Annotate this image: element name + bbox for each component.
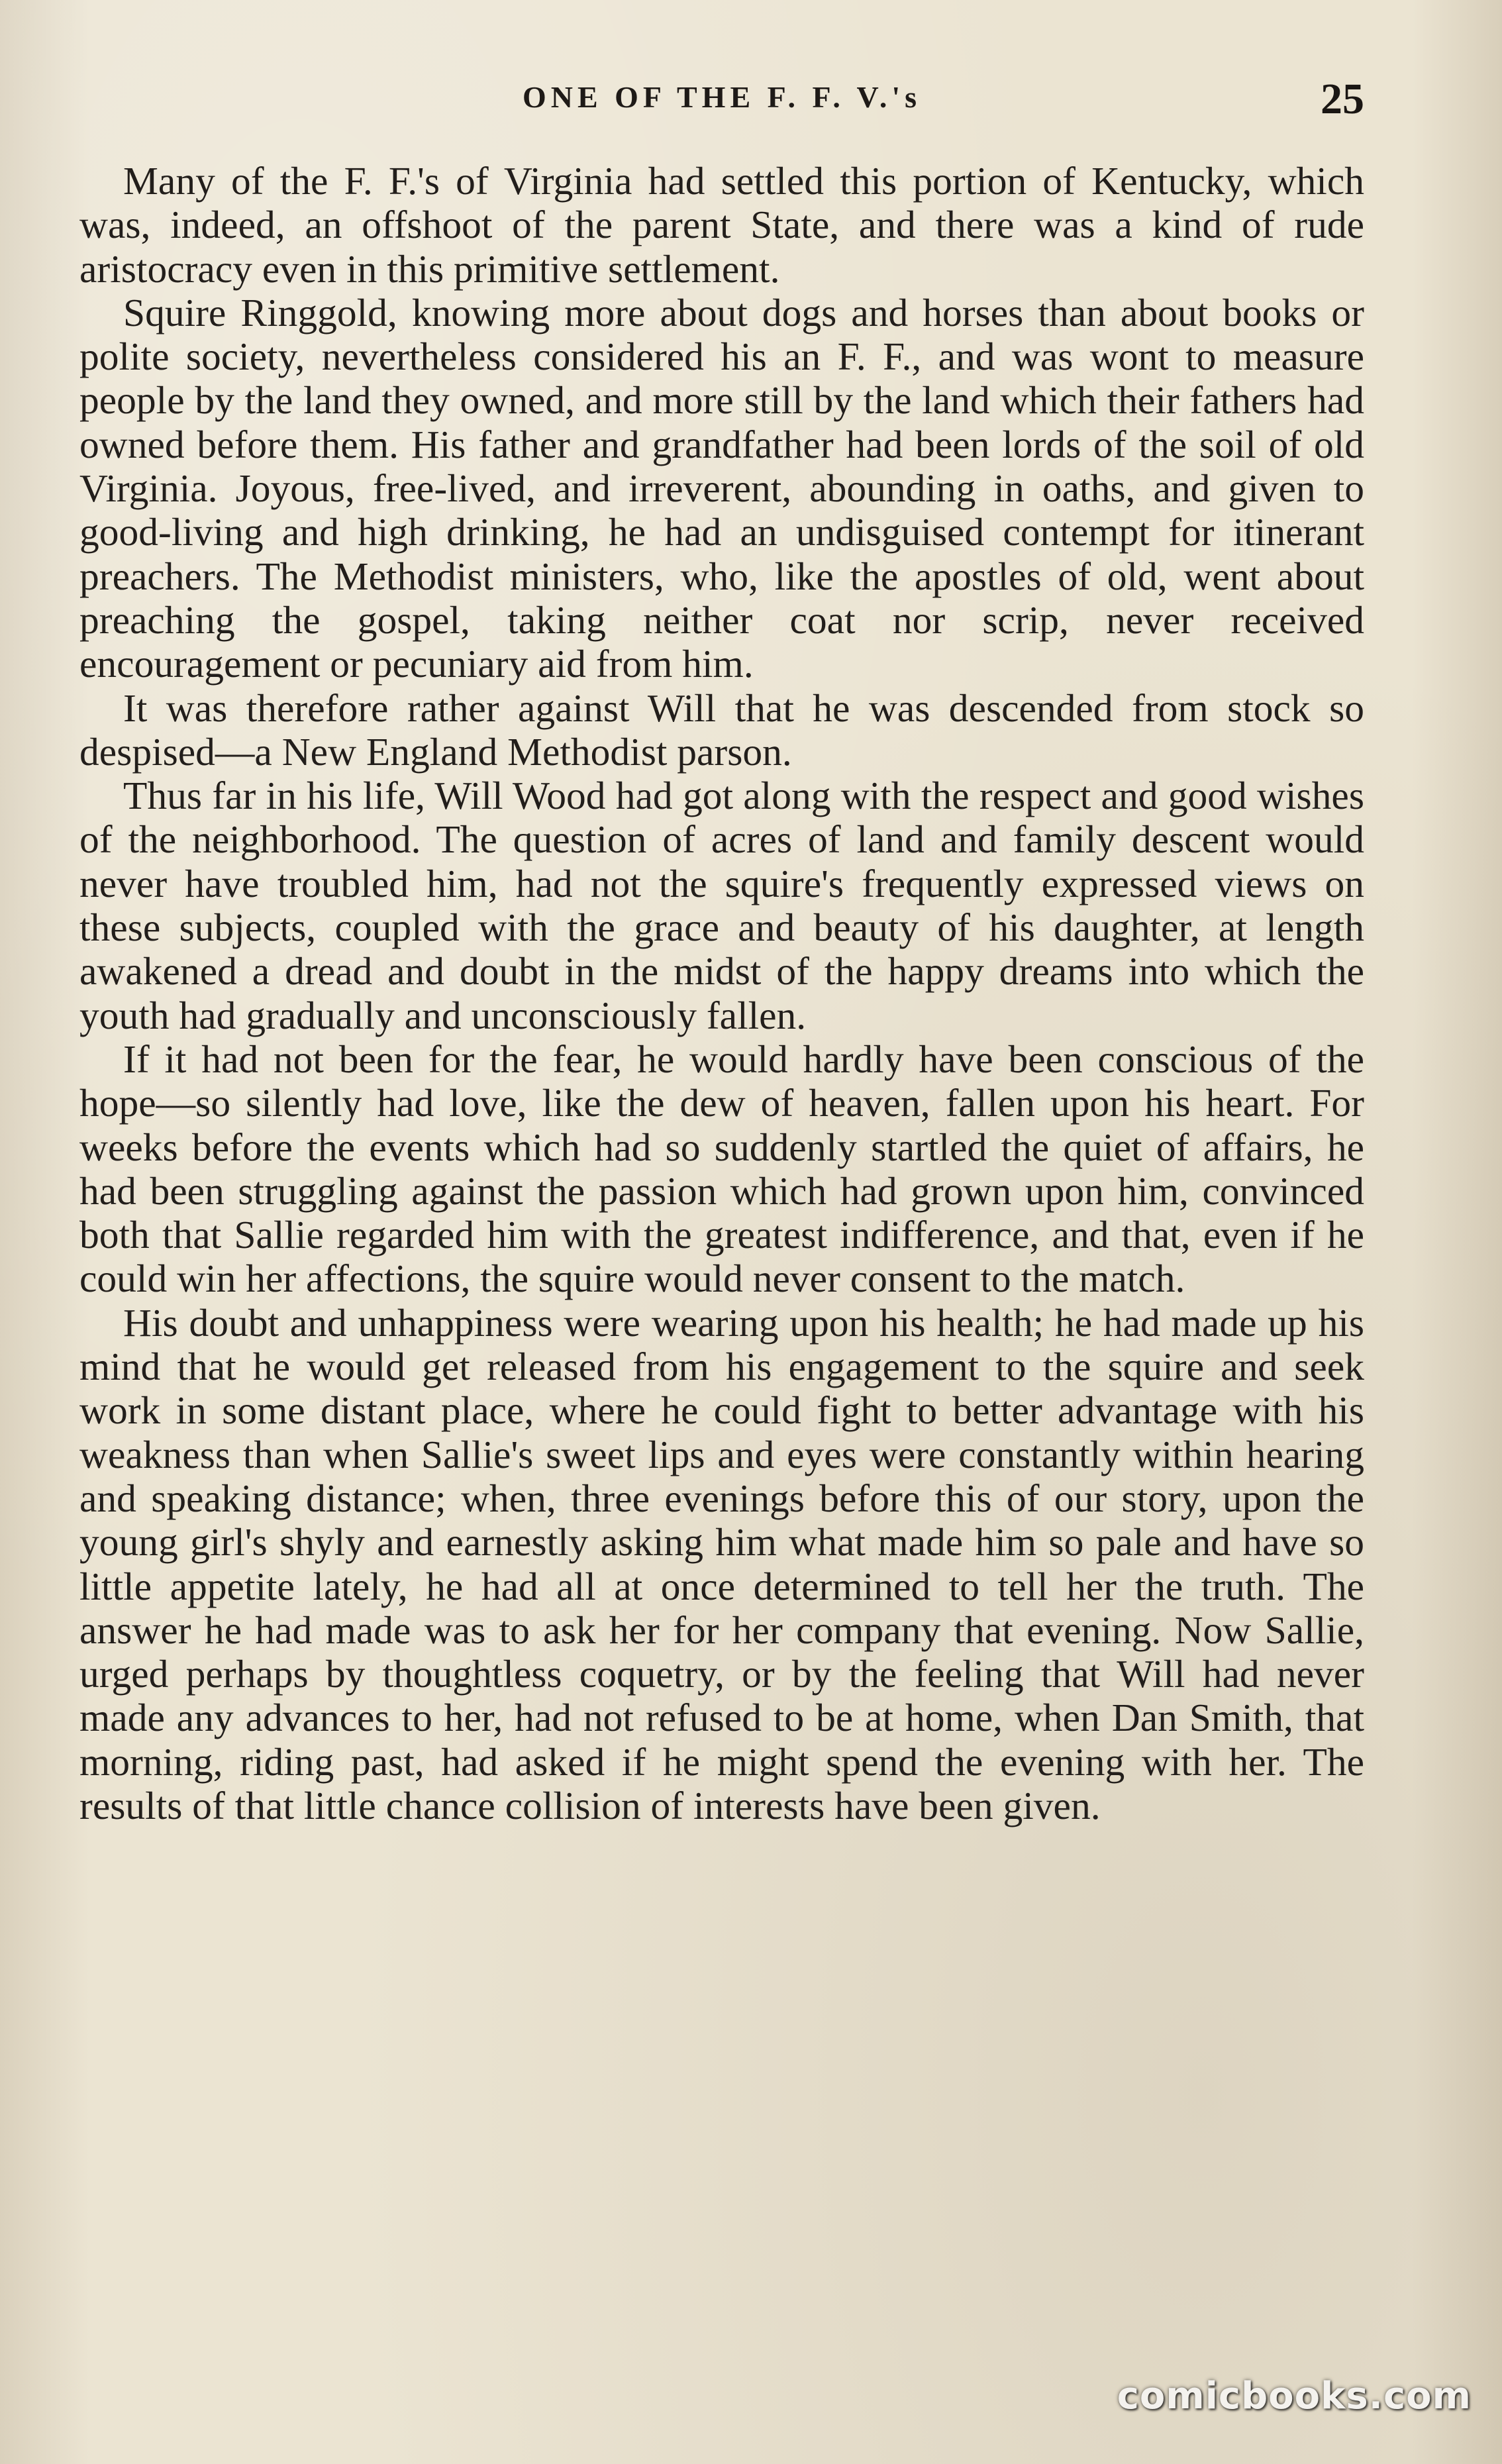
paragraph-3: It was therefore rather against Will that he was descended from stock so despised—a New England Methodist parson.: [79, 686, 1364, 774]
paragraph-5: If it had not been for the fear, he would hardly have been conscious of the hope—so silently had love, like the dew of heaven, fallen upon his heart. For weeks before the events which had so suddenly startled the quiet of affairs, he had been struggling against the passion which had grown upon him, convinced both that Sallie regarded him with the greatest indifference, and that, even if he could win her affections, the squire would never consent to the match.: [79, 1037, 1364, 1301]
paragraph-6: His doubt and unhappiness were wearing upon his health; he had made up his mind that he would get released from his engagement to the squire and seek work in some distant place, where he could fight to better advantage with his weakness than when Sallie's sweet lips and eyes were constantly within hearing and speaking distance; when, three evenings before this of our story, upon the young girl's shyly and earnestly asking him what made him so pale and have so little appetite lately, he had all at once determined to tell her the truth. The answer he had made was to ask her for her company that evening. Now Sallie, urged perhaps by thoughtless coquetry, or by the feeling that Will had never made any advances to her, had not refused to be at home, when Dan Smith, that morning, riding past, had asked if he might spend the evening with her. The results of that little chance collision of interests have been given.: [79, 1300, 1364, 1827]
paragraph-1: Many of the F. F.'s of Virginia had settled this portion of Kentucky, which was, indeed, an offshoot of the parent State, and there was a kind of rude aristocracy even in this primitive settlement.: [79, 159, 1364, 291]
paragraph-2: Squire Ringgold, knowing more about dogs and horses than about books or polite society, nevertheless considered his an F. F., and was wont to measure people by the land they owned, and more still by the land which their fathers had owned before them. His father and grandfather had been lords of the soil of old Virginia. Joyous, free-lived, and irreverent, abounding in oaths, and given to good-living and high drinking, he had an undisguised contempt for itinerant preachers. The Methodist ministers, who, like the apostles of old, went about preaching the gospel, taking neither coat nor scrip, never received encouragement or pecuniary aid from him.: [79, 290, 1364, 686]
paragraph-4: Thus far in his life, Will Wood had got along with the respect and good wishes of the neighborhood. The question of acres of land and family descent would never have troubled him, had not the squire's frequently expressed views on these subjects, coupled with the grace and beauty of his daughter, at length awakened a dread and doubt in the midst of the happy dreams into which the youth had gradually and unconsciously fallen.: [79, 774, 1364, 1037]
running-head: ONE OF THE F. F. V.'s: [522, 80, 922, 114]
body-text: [79, 159, 1364, 1827]
page-header: [79, 74, 1364, 134]
watermark-text: comicbooks.com: [1117, 2375, 1472, 2418]
page-number: 25: [1321, 75, 1364, 123]
